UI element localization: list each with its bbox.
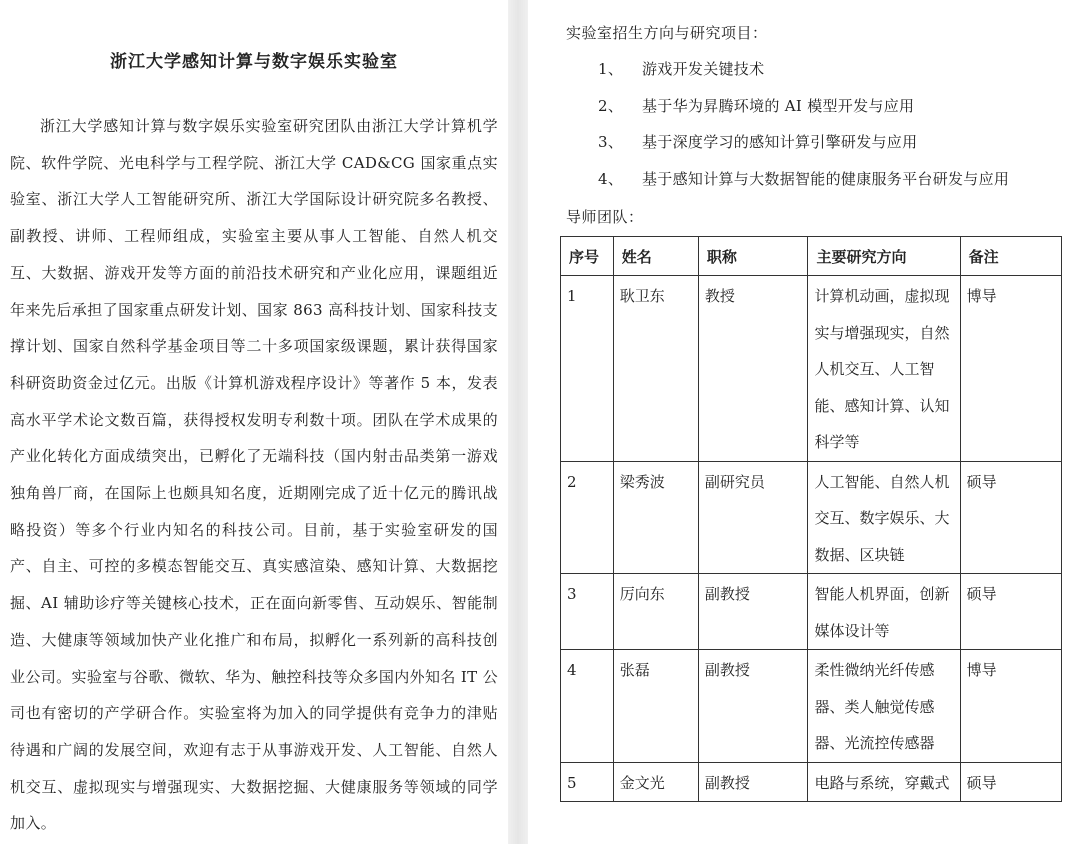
cell-number: 1 bbox=[561, 276, 614, 462]
cell-note: 硕导 bbox=[960, 574, 1061, 650]
cell-number: 3 bbox=[561, 574, 614, 650]
cell-name: 厉向东 bbox=[613, 574, 698, 650]
document-title: 浙江大学感知计算与数字娱乐实验室 bbox=[110, 52, 398, 73]
project-text: 基于感知计算与大数据智能的健康服务平台研发与应用 bbox=[642, 169, 1010, 188]
cell-name: 金文光 bbox=[613, 762, 698, 802]
cell-research-direction: 电路与系统，穿戴式 bbox=[808, 762, 960, 802]
cell-title: 教授 bbox=[698, 276, 808, 462]
projects-heading: 实验室招生方向与研究项目： bbox=[566, 24, 768, 42]
cell-research-direction: 智能人机界面，创新媒体设计等 bbox=[808, 574, 960, 650]
cell-title: 副教授 bbox=[698, 574, 808, 650]
cell-title: 副教授 bbox=[698, 650, 808, 763]
project-text: 游戏开发关键技术 bbox=[642, 60, 765, 78]
project-text: 基于华为昇腾环境的 AI 模型开发与应用 bbox=[642, 96, 915, 115]
cell-number: 4 bbox=[561, 650, 614, 763]
header-name: 姓名 bbox=[613, 237, 698, 276]
project-item bbox=[598, 168, 1009, 205]
table-row bbox=[561, 574, 1062, 650]
cell-note: 博导 bbox=[960, 650, 1061, 763]
header-note: 备注 bbox=[960, 237, 1061, 276]
table-row bbox=[561, 762, 1062, 802]
project-item bbox=[598, 131, 1009, 168]
cell-title: 副教授 bbox=[698, 762, 808, 802]
cell-research-direction: 人工智能、自然人机交互、数字娱乐、大数据、区块链 bbox=[808, 461, 960, 574]
project-text: 基于深度学习的感知计算引擎研发与应用 bbox=[642, 133, 918, 151]
cell-name: 张磊 bbox=[613, 650, 698, 763]
table-row bbox=[561, 461, 1062, 574]
header-title: 职称 bbox=[698, 237, 808, 276]
cell-number: 5 bbox=[561, 762, 614, 802]
cell-note: 博导 bbox=[960, 276, 1061, 462]
mentor-table bbox=[560, 236, 1062, 802]
table-header-row bbox=[561, 237, 1062, 276]
cell-research-direction: 柔性微纳光纤传感器、类人触觉传感器、光流控传感器 bbox=[808, 650, 960, 763]
cell-number: 2 bbox=[561, 461, 614, 574]
project-item bbox=[598, 58, 1009, 95]
project-number: 3、 bbox=[598, 133, 624, 151]
header-research-direction: 主要研究方向 bbox=[808, 237, 960, 276]
header-number: 序号 bbox=[561, 237, 614, 276]
page-gutter bbox=[508, 0, 528, 844]
cell-title: 副研究员 bbox=[698, 461, 808, 574]
table-row bbox=[561, 276, 1062, 462]
cell-note: 硕导 bbox=[960, 461, 1061, 574]
project-number: 2、 bbox=[598, 96, 624, 115]
project-item bbox=[598, 95, 1009, 132]
lab-introduction-paragraph: 浙江大学感知计算与数字娱乐实验室研究团队由浙江大学计算机学院、软件学院、光电科学与工程学院、浙江大学 CAD&CG 国家重点实验室、浙江大学人工智能研究所、浙江大学国际设计研究院多名教授、副教授、讲师、工程师组成，实验室主要从事人工智能、自然人机交互、大数据、游戏开发等方面的前沿技术研究和产业化应用，课题组近年来先后承担了国家重点研发计划、国家 863 高科技计划、国家科技支撑计划、国家自然科学基金项目等二十多项国家级课题，累计获得国家科研资助资金过亿元。出版《计算机游戏程序设计》等著作 5 本，发表高水平学术论文数百篇，获得授权发明专利数十项。团队在学术成果的产业化转化方面成绩突出，已孵化了无端科技（国内射击品类第一游戏独角兽厂商，在国际上也颇具知名度，近期刚完成了近十亿元的腾讯战略投资）等多个行业内知名的科技公司。目前，基于实验室研发的国产、自主、可控的多模态智能交互、真实感渲染、感知计算、大数据挖掘、AI 辅助诊疗等关键核心技术，正在面向新零售、互动娱乐、智能制造、大健康等领域加快产业化推广和布局，拟孵化一系列新的高科技创业公司。实验室与谷歌、微软、华为、触控科技等众多国内外知名 IT 公司也有密切的产学研合作。实验室将为加入的同学提供有竞争力的津贴待遇和广阔的发展空间，欢迎有志于从事游戏开发、人工智能、自然人机交互、虚拟现实与增强现实、大数据挖掘、大健康服务等领域的同学加入。 bbox=[10, 117, 498, 833]
cell-name: 梁秀波 bbox=[613, 461, 698, 574]
cell-name: 耿卫东 bbox=[613, 276, 698, 462]
table-row bbox=[561, 650, 1062, 763]
cell-research-direction: 计算机动画，虚拟现实与增强现实，自然人机交互、人工智能、感知计算、认知科学等 bbox=[808, 276, 960, 462]
project-number: 4、 bbox=[598, 169, 624, 188]
project-list bbox=[598, 58, 1009, 204]
team-heading: 导师团队： bbox=[566, 208, 644, 226]
project-number: 1、 bbox=[598, 60, 624, 78]
cell-note: 硕导 bbox=[960, 762, 1061, 802]
